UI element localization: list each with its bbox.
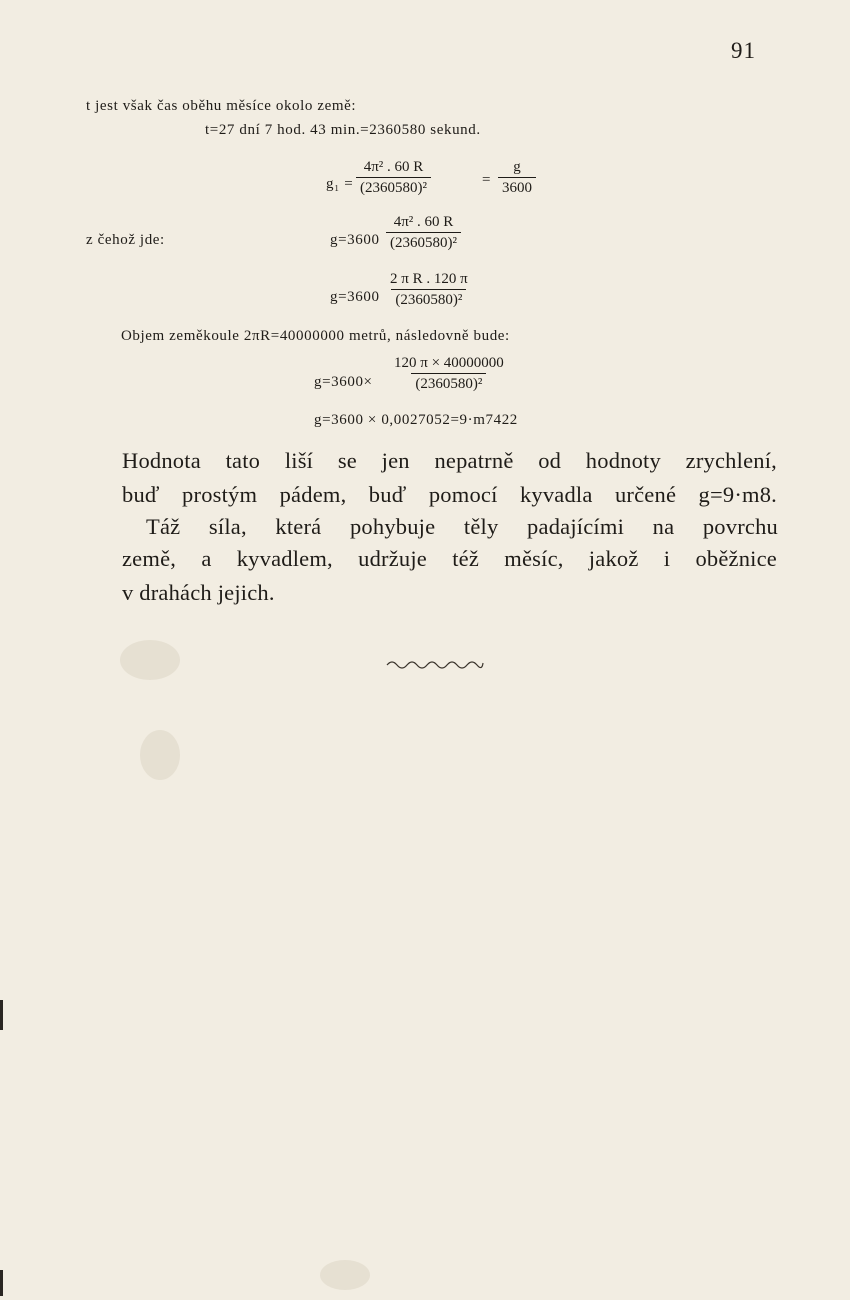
denominator: (2360580)² <box>391 289 466 308</box>
paper-stain <box>120 640 180 680</box>
equation-lhs: g=3600× <box>314 374 373 390</box>
paper-stain <box>140 730 180 780</box>
text-line: Objem zeměkoule 2πR=40000000 metrů, následovně bude: <box>121 328 510 344</box>
wavy-ornament <box>385 656 485 670</box>
denominator: (2360580)² <box>411 373 486 392</box>
equation-lhs: g=3600 <box>330 232 380 248</box>
denominator: (2360580)² <box>356 177 431 196</box>
fraction <box>356 160 431 196</box>
page-edge-mark <box>0 1000 3 1030</box>
equation-lhs: g=3600 <box>330 289 380 305</box>
fraction <box>386 272 472 308</box>
paragraph-line: buď prostým pádem, buď pomocí kyvadla určené g=9·m8. <box>122 482 777 507</box>
page-number: 91 <box>731 38 756 63</box>
numerator: 120 π × 40000000 <box>394 355 504 371</box>
numerator: g <box>513 159 521 175</box>
denominator: 3600 <box>498 177 536 196</box>
fraction <box>498 160 536 196</box>
numerator: 2 π R . 120 π <box>390 271 468 287</box>
paragraph-line: v drahách jejich. <box>122 580 275 605</box>
page-edge-mark <box>0 1270 3 1296</box>
paragraph-line: země, a kyvadlem, udržuje též měsíc, jakož i oběžnice <box>122 546 777 571</box>
numerator: 4π² . 60 R <box>363 159 424 175</box>
text-label: z čehož jde: <box>86 232 165 248</box>
text-line: t=27 dní 7 hod. 43 min.=2360580 sekund. <box>205 122 481 138</box>
numerator: 4π² . 60 R <box>393 214 454 230</box>
denominator: (2360580)² <box>386 232 461 251</box>
equation-lhs: g₁ = <box>326 176 354 192</box>
fraction <box>386 215 461 251</box>
paragraph-line: Hodnota tato liší se jen nepatrně od hodnoty zrychlení, <box>122 448 777 473</box>
text-line: t jest však čas oběhu měsíce okolo země: <box>86 98 357 114</box>
paper-stain <box>320 1260 370 1290</box>
equation-result: g=3600 × 0,0027052=9·m7422 <box>314 412 518 428</box>
fraction <box>390 356 508 392</box>
equals-sign: = <box>482 172 492 188</box>
paragraph-line: Táž síla, která pohybuje těly padajícími na povrchu <box>146 514 778 539</box>
